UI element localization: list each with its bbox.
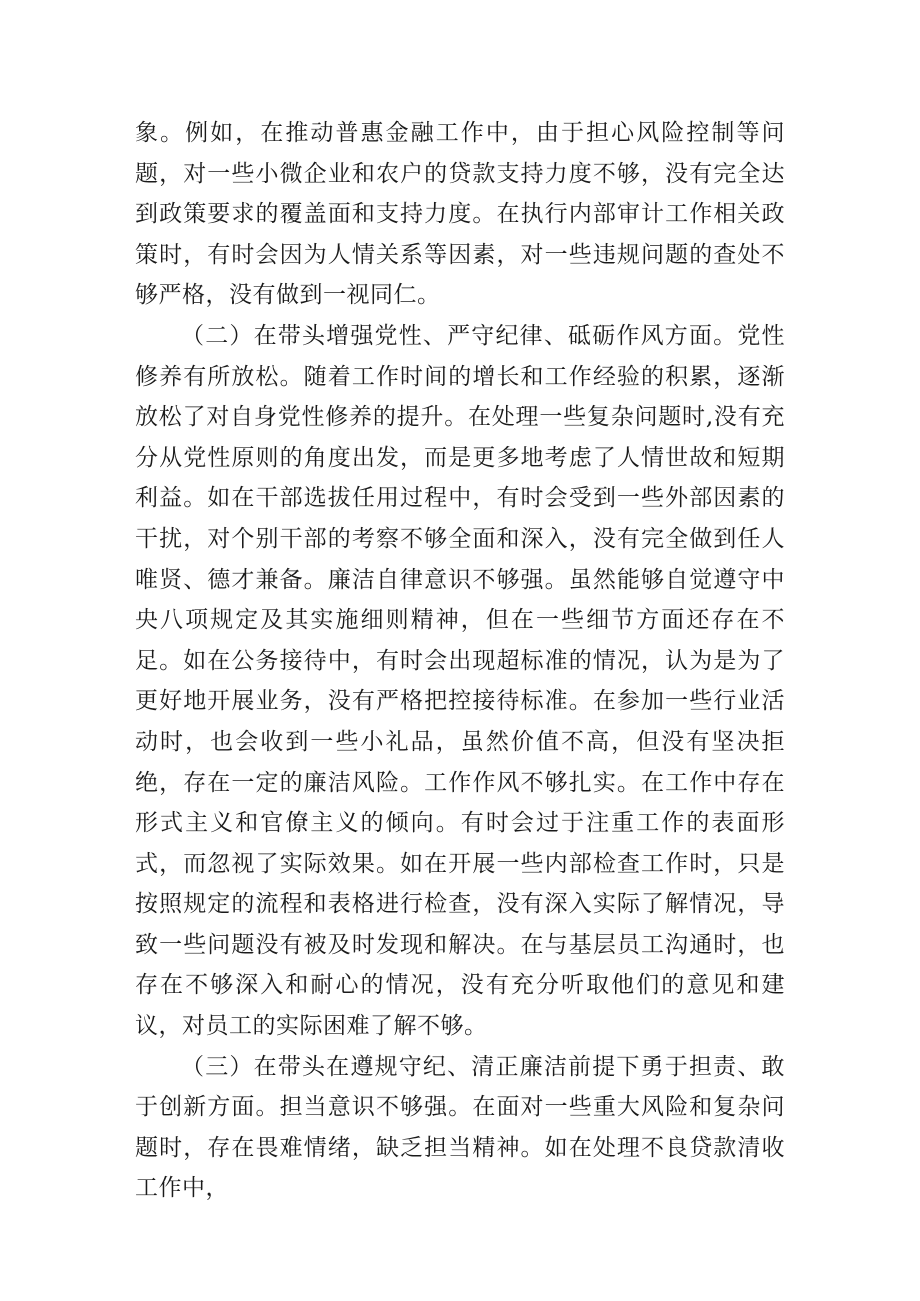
document-body — [135, 113, 785, 1209]
paragraph-section-three: （三）在带头在遵规守纪、清正廉洁前提下勇于担责、敢于创新方面。担当意识不够强。在面对一些重大风险和复杂问题时，存在畏难情绪，缺乏担当精神。如在处理不良贷款清收工作中， — [135, 1053, 785, 1202]
paragraph-section-two: （二）在带头增强党性、严守纪律、砥砺作风方面。党性修养有所放松。随着工作时间的增长和工作经验的积累，逐渐放松了对自身党性修养的提升。在处理一些复杂问题时,没有充分从党性原则的角度出发，而是更多地考虑了人情世故和短期利益。如在干部选拔任用过程中，有时会受到一些外部因素的干扰，对个别干部的考察不够全面和深入，没有完全做到任人唯贤、德才兼备。廉洁自律意识不够强。虽然能够自觉遵守中央八项规定及其实施细则精神，但在一些细节方面还存在不足。如在公务接待中，有时会出现超标准的情况，认为是为了更好地开展业务，没有严格把控接待标准。在参加一些行业活动时，也会收到一些小礼品，虽然价值不高，但没有坚决拒绝，存在一定的廉洁风险。工作作风不够扎实。在工作中存在形式主义和官僚主义的倾向。有时会过于注重工作的表面形式，而忽视了实际效果。如在开展一些内部检查工作时，只是按照规定的流程和表格进行检查，没有深入实际了解情况，导致一些问题没有被及时发现和解决。在与基层员工沟通时，也存在不够深入和耐心的情况，没有充分听取他们的意见和建议，对员工的实际困难了解不够。 — [135, 322, 785, 1040]
paragraph-continuation: 象。例如，在推动普惠金融工作中，由于担心风险控制等问题，对一些小微企业和农户的贷款支持力度不够，没有完全达到政策要求的覆盖面和支持力度。在执行内部审计工作相关政策时，有时会因为人情关系等因素，对一些违规问题的查处不够严格，没有做到一视同仁。 — [135, 120, 785, 309]
